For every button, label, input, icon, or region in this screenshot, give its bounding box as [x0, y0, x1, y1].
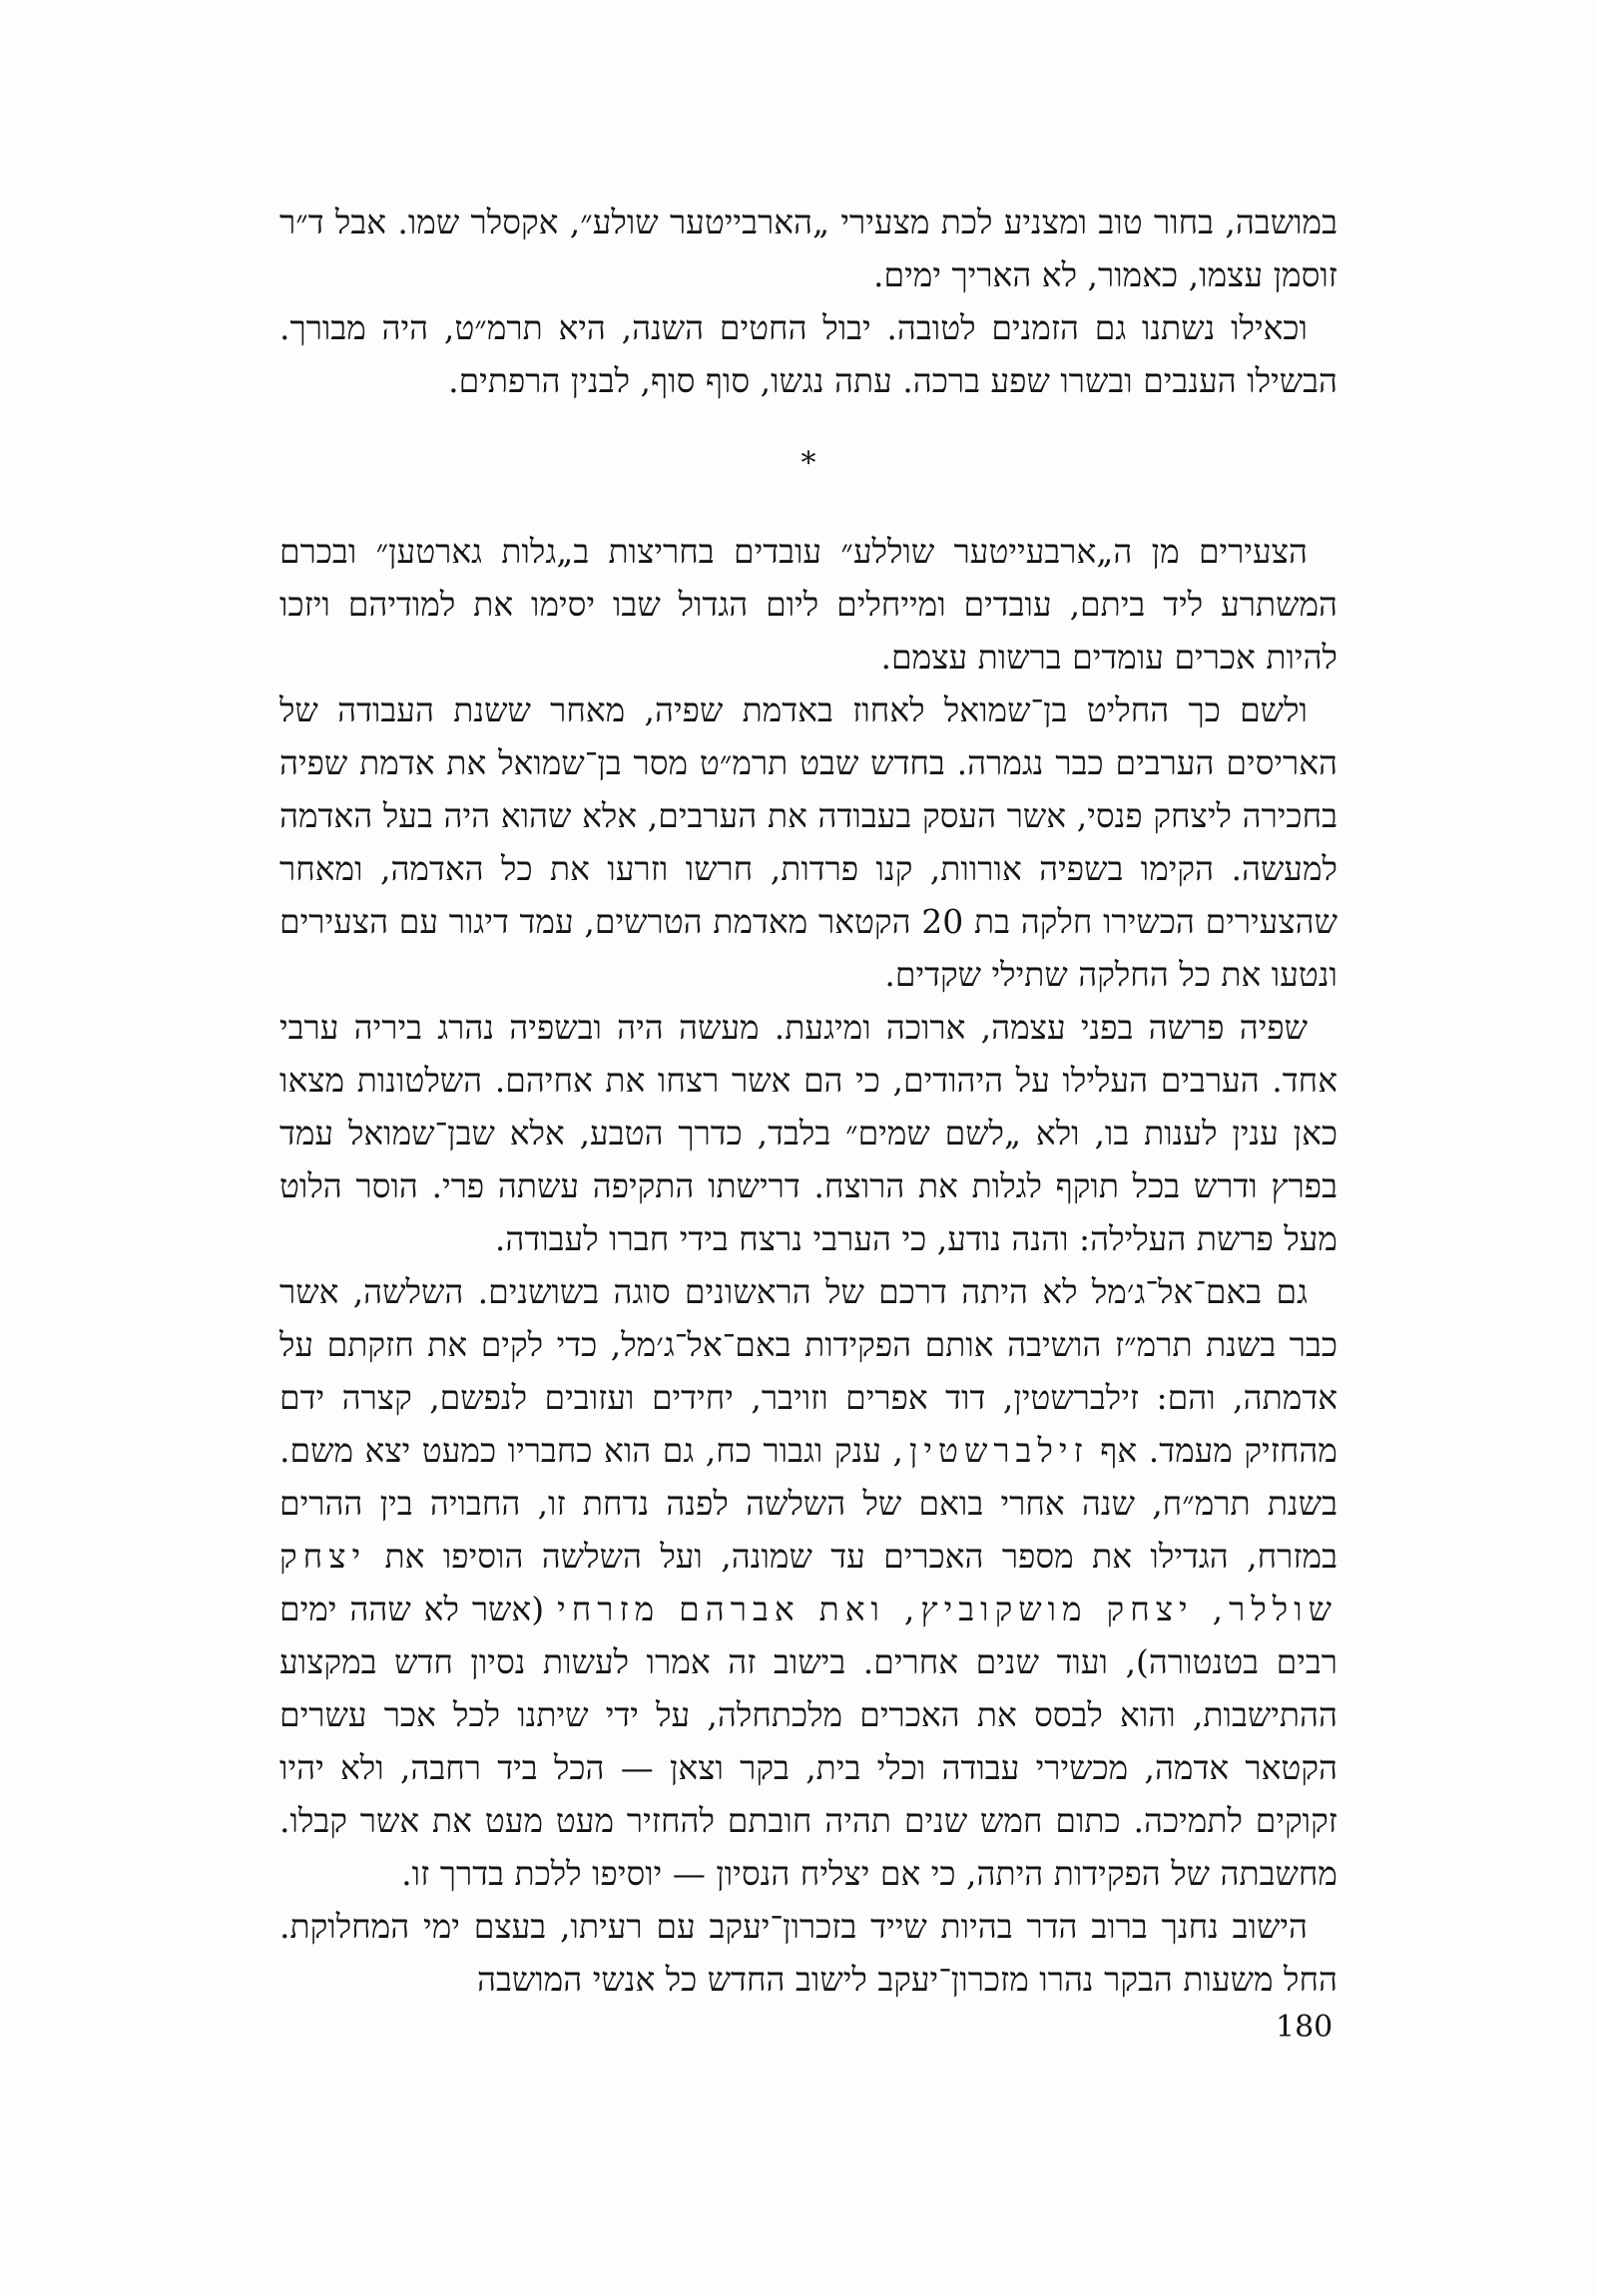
paragraph-6-part-3: (אשר לא שהה ימים רבים בטנטורה), ועוד שנים אחרים. בישוב זה אמרו לעשות נסיון חדש במקצוע ההתישבות, והוא לבסס את האכרים מלכתחלה, על ידי שיתנו לכל אכר עשרים הקטאר אדמה, מכשירי עבודה וכלי בית, בקר וצאן — הכל ביד רחבה, ולא יהיו זקוקים לתמיכה. כתום חמש שנים תהיה חובתם להחזיר מעט מעט את אשר קבלו. מחשבתה של הפקידות היתה, כי אם יצליח הנסיון — יוסיפו ללכת בדרך זו. — [279, 1590, 1337, 1893]
paragraph-2: וכאילו נשתנו גם הזמנים לטובה. יבול החטים השנה, היא תרמ״ט, היה מבורך. הבשילו הענבים ובשרו שפע ברכה. עתה נגשו, סוף סוף, לבנין הרפתים. — [279, 308, 1337, 400]
paragraph-6-part-1: גם באם־אל־ג׳מל לא היתה דרכם של הראשונים סוגה בשושנים. השלשה, אשר כבר בשנת תרמ״ז הושיבה אותם הפקידות באם־אל־ג׳מל, כדי לקים את חזקתם על אדמתה, והם: זילברשטין, דוד אפרים וזויבר, יחידים ועזובים לנפשם, קצרה ידם מהחזיק מעמד. אף — [279, 1272, 1337, 1470]
page-number: 180 — [1276, 2010, 1333, 2045]
paragraph-6 — [279, 1265, 1337, 1900]
body-text — [279, 196, 1337, 2006]
paragraph-3: הצעירים מן ה„ארבעייטער שוללע״ עובדים בחריצות ב„גלות גארטען״ ובכרם המשתרע ליד ביתם, עובדים ומייחלים ליום הגדול שבו יסימו את למודיהם ויזכו להיות אכרים עומדים ברשות עצמם. — [279, 532, 1337, 677]
paragraph-1: במושבה, בחור טוב ומצניע לכת מצעירי „הארבייטער שולע״, אקסלר שמו. אבל ד״ר זוסמן עצמו, כאמור, לא האריך ימים. — [279, 203, 1337, 294]
spaced-name-zilbershtein: זילברשטין, — [892, 1431, 1089, 1470]
section-separator: * — [800, 446, 816, 481]
paragraph-6-part-2: ענק וגבור כח, גם הוא כחבריו כמעט יצא משם. בשנת תרמ״ח, שנה אחרי בואם של השלשה לפנה נדחת זו, החבויה בין ההרים במזרח, הגדילו את מספר האכרים עד שמונה, ועל השלשה הוסיפו את — [279, 1431, 1337, 1576]
spaced-names-settlers: יצחק שוללר, יצחק מושקוביץ, ואת אברהם מזרחי — [279, 1537, 1338, 1628]
paragraph-7: הישוב נחנך ברוב הדר בהיות שייד בזכרון־יעקב עם רעיתו, בעצם ימי המחלוקת. החל משעות הבקר נהרו מזכרון־יעקב לישוב החדש כל אנשי המושבה — [279, 1907, 1337, 1999]
paragraph-4: ולשם כך החליט בן־שמואל לאחוז באדמת שפיה, מאחר ששנת העבודה של האריסים הערבים כבר נגמרה. בחדש שבט תרמ״ט מסר בן־שמואל את אדמת שפיה בחכירה ליצחק פנסי, אשר העסק בעבודה את הערבים, אלא שהוא היה בעל האדמה למעשה. הקימו בשפיה אורוות, קנו פרדות, חרשו וזרעו את כל האדמה, ומאחר שהצעירים הכשירו חלקה בת 20 הקטאר מאדמת הטרשים, עמד דיגור עם הצעירים ונטעו את כל החלקה שתילי שקדים. — [279, 690, 1337, 994]
paragraph-5: שפיה פרשה בפני עצמה, ארוכה ומיגעת. מעשה היה ובשפיה נהרג ביריה ערבי אחד. הערבים העלילו על היהודים, כי הם אשר רצחו את אחיהם. השלטונות מצאו כאן ענין לענות בו, ולא „לשם שמים״ בלבד, כדרך הטבע, אלא שבן־שמואל עמד בפרץ ודרש בכל תוקף לגלות את הרוצח. דרישתו התקיפה עשתה פרי. הוסר הלוט מעל פרשת העלילה: והנה נודע, כי הערבי נרצח בידי חברו לעבודה. — [279, 1008, 1337, 1258]
